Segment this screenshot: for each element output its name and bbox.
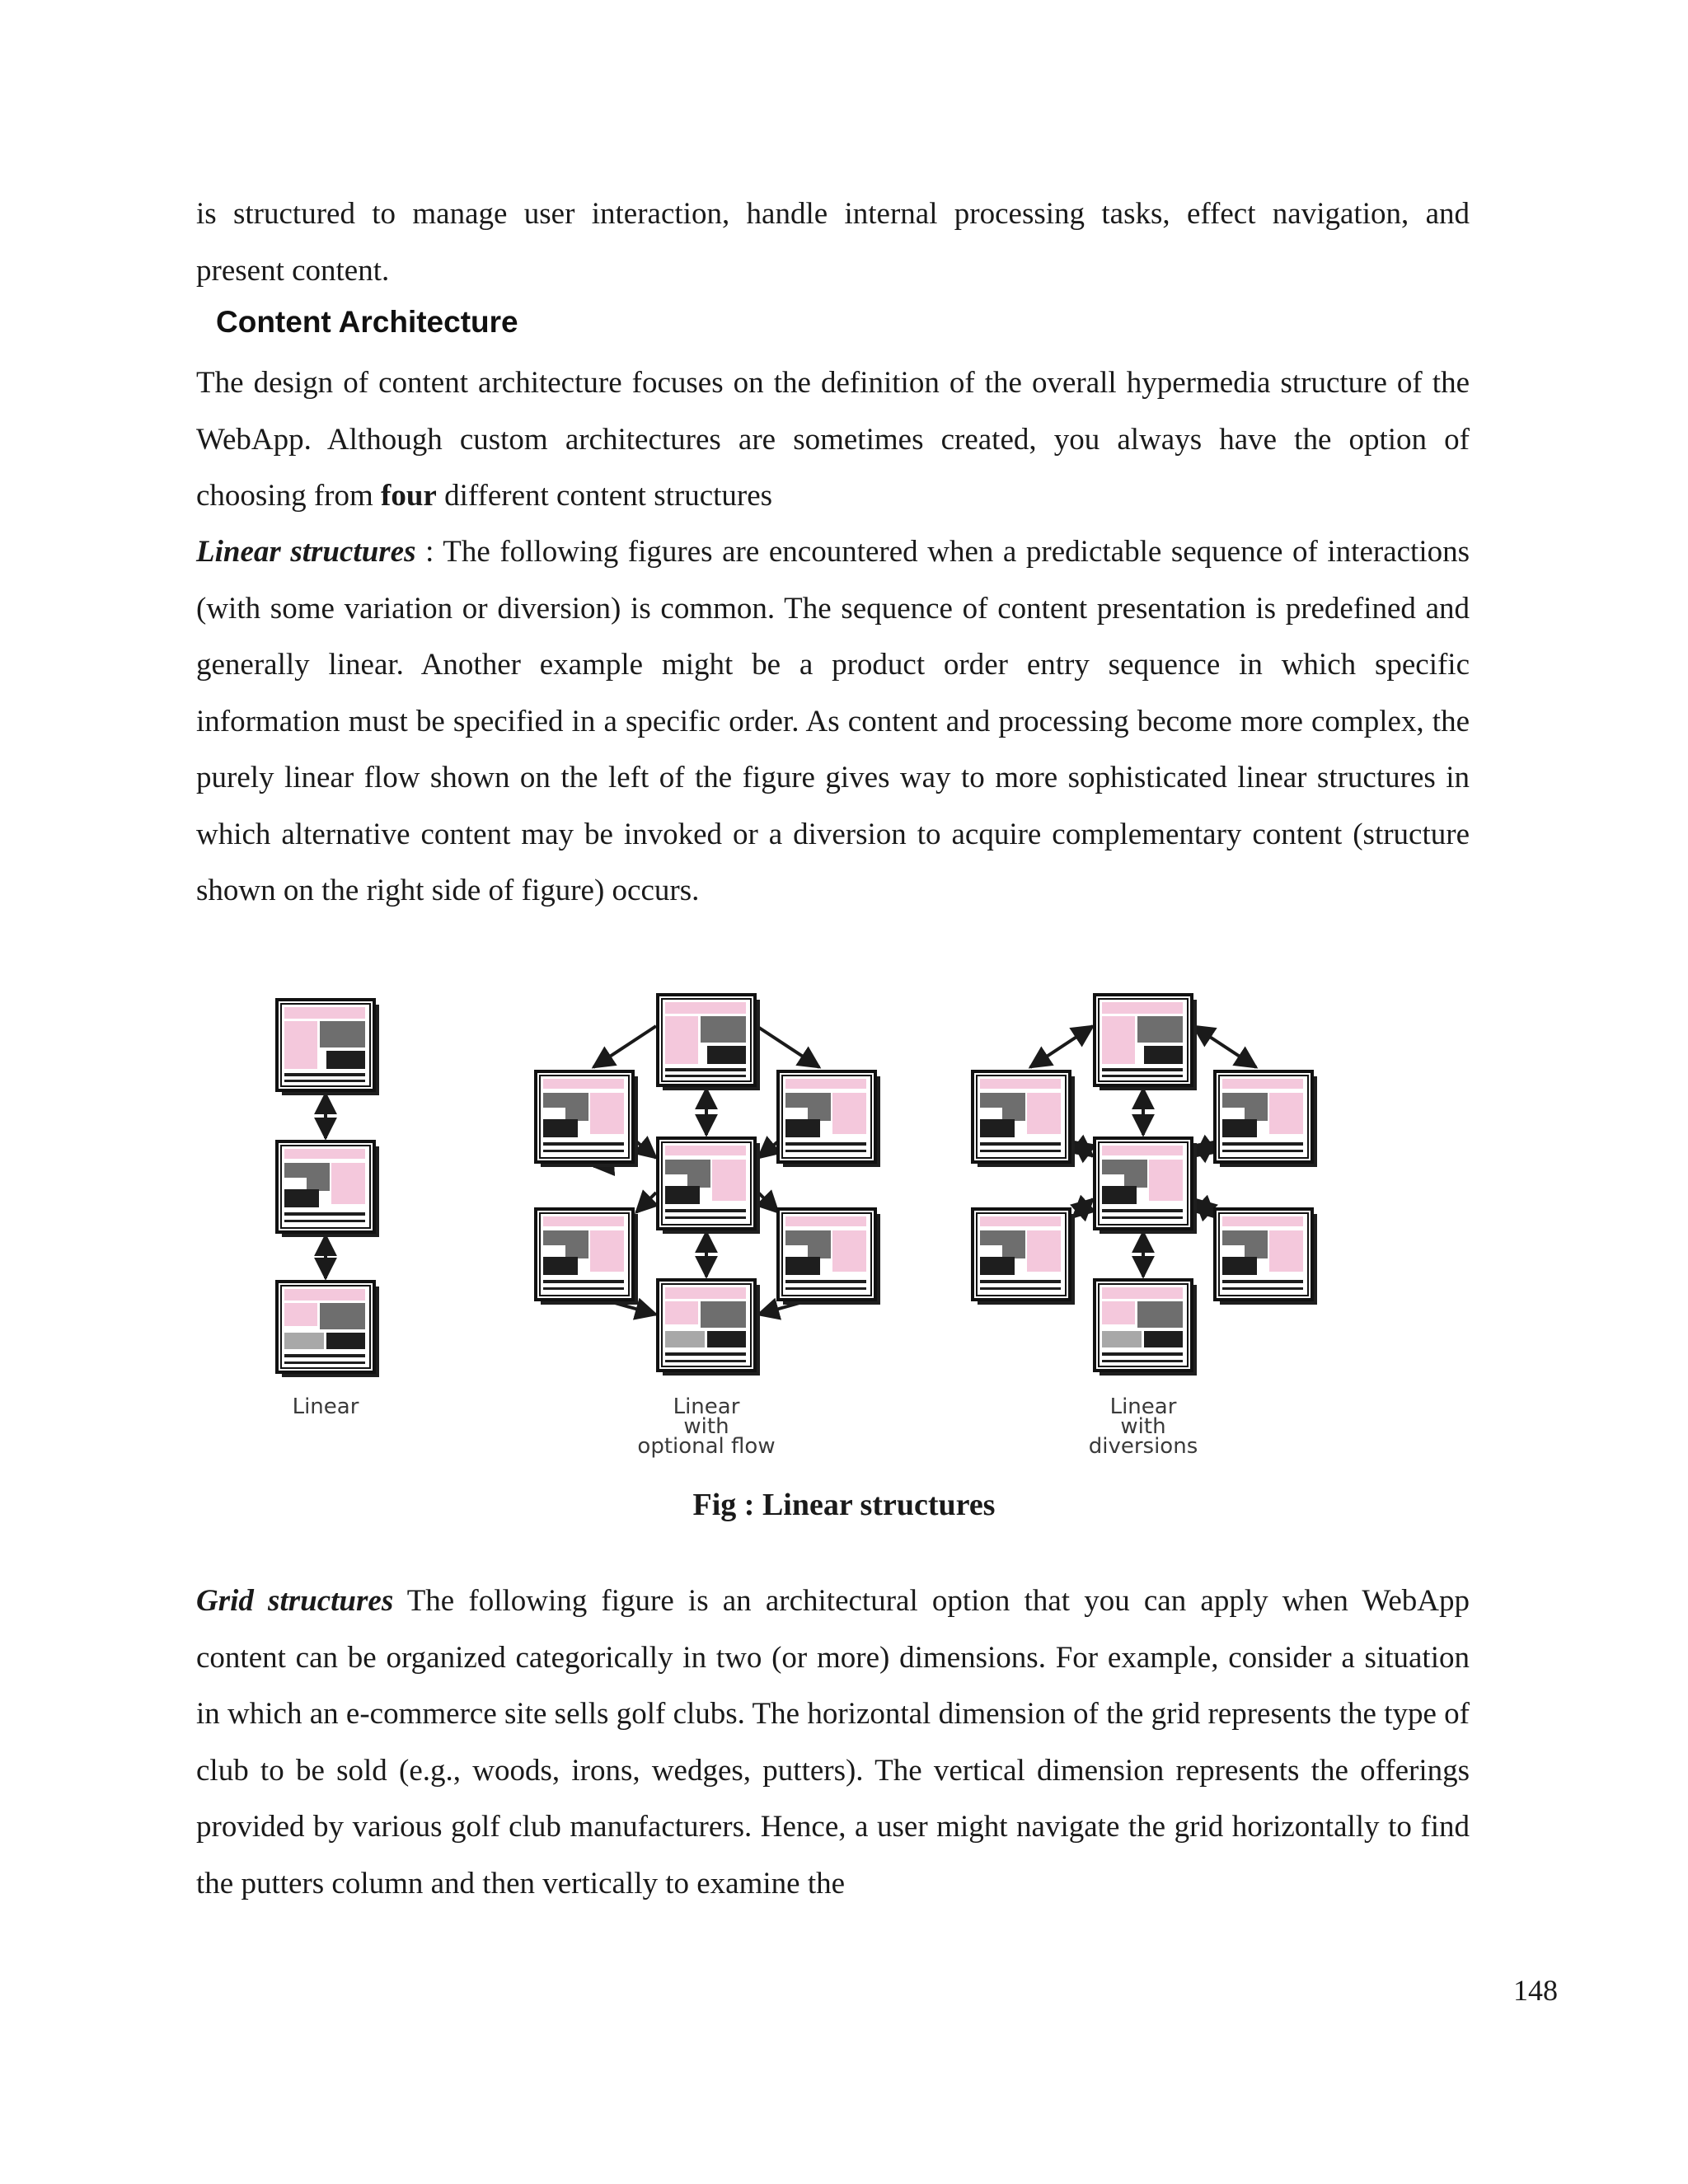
optional-flow-arrow-top-upperright [757, 1026, 819, 1067]
diversions-page-upper-right [1215, 1071, 1317, 1167]
intro-line-1: is structured to manage user interaction, handle internal processing tasks, effect navigation, and [196, 197, 1470, 231]
diversions-arrow-upperleft-center [1073, 1141, 1093, 1156]
optional-flow-page-upper-left [536, 1071, 638, 1167]
optional-flow-arrow-center-lowerright [758, 1193, 778, 1212]
diversions-page-top [1095, 995, 1197, 1090]
linear-page-bottom [277, 1282, 379, 1377]
figure-caption: Fig : Linear structures [692, 1488, 996, 1522]
content-text-after: different content structures [436, 479, 773, 513]
linear-page-top [277, 1000, 379, 1095]
diversions-arrow-center-lowerright [1195, 1199, 1215, 1217]
diversions-arrow-upperright-center [1195, 1141, 1215, 1156]
optional-flow-arrow-center-lowerleft [636, 1193, 656, 1212]
intro-paragraph [196, 186, 1470, 299]
grid-structures-text: The following figure is an architectural option that you can apply when WebApp content can be organized categorically in two (or more) dimensions. For example, consider a situation in which an e-commerce site sells golf clubs. The horizontal dimension of the grid represents the type of club to be sold (e.g., woods, irons, wedges, putters). The vertical dimension represents the offerings provided by various golf club manufacturers. Hence, a user might navigate the grid horizontally to find the putters column and then vertically to examine the [196, 1584, 1470, 1900]
optional-flow-arrow-lowerright-bottom [758, 1303, 799, 1315]
linear-structures-text: : The following figures are encountered when a predictable sequence of interactions (with some variation or diversion) is common. The sequence of content presentation is predefined and generally linear. Another example might be a product order entry sequence in which specific information must be specified in a specific order. As content and processing become more complex, the purely linear flow shown on the left of the figure gives way to more sophisticated linear structures in which alternative content may be invoked or a diversion to acquire complementary content (structure shown on the right side of figure) occurs. [196, 535, 1470, 907]
optional-flow-page-lower-right [778, 1209, 880, 1305]
diversions-page-bottom [1095, 1280, 1197, 1376]
optional-flow-arrow-top-upperleft [593, 1026, 656, 1067]
optional-flow-page-center [658, 1138, 760, 1234]
label-linear-diversions: Linear with diversions [1088, 1394, 1198, 1459]
label-linear-optional-flow: Linear with optional flow [637, 1394, 776, 1459]
diversions-arrow-top-upperleft [1030, 1026, 1093, 1067]
content-text-before: The design of content architecture focuses on the definition of the overall hypermedia structure of the WebApp. Although custom architectures are sometimes created, you always have the option of choosing from [196, 366, 1470, 513]
optional-flow-page-top [658, 995, 760, 1090]
diversions-page-center [1095, 1138, 1197, 1234]
linear-structures-figure [247, 977, 1352, 1463]
section-heading: Content Architecture [216, 305, 518, 339]
diversions-arrow-center-lowerleft [1073, 1199, 1093, 1217]
linear-page-middle [277, 1141, 379, 1237]
diversions-page-lower-left [973, 1209, 1075, 1305]
diversions-arrow-top-upperright [1193, 1026, 1256, 1067]
content-bold-word: four [381, 479, 437, 513]
label-linear: Linear [292, 1394, 359, 1419]
optional-flow-arrow-upperright-center [758, 1141, 778, 1158]
linear-structures-term: Linear structures [196, 535, 416, 569]
optional-flow-page-upper-right [778, 1071, 880, 1167]
intro-line-2: present content. [196, 253, 390, 288]
optional-flow-page-bottom [658, 1280, 760, 1376]
diversions-page-upper-left [973, 1071, 1075, 1167]
optional-flow-arrow-upperleft-center [636, 1141, 656, 1158]
diversions-page-lower-right [1215, 1209, 1317, 1305]
page-number: 148 [1513, 1974, 1558, 2007]
linear-structures-paragraph [196, 524, 1470, 920]
grid-structures-term: Grid structures [196, 1584, 394, 1618]
optional-flow-page-lower-left [536, 1209, 638, 1305]
grid-structures-paragraph [196, 1573, 1470, 1912]
figure-labels [293, 1394, 1198, 1459]
content-architecture-paragraph [196, 355, 1470, 525]
optional-flow-arrow-lowerleft-bottom [615, 1303, 656, 1315]
